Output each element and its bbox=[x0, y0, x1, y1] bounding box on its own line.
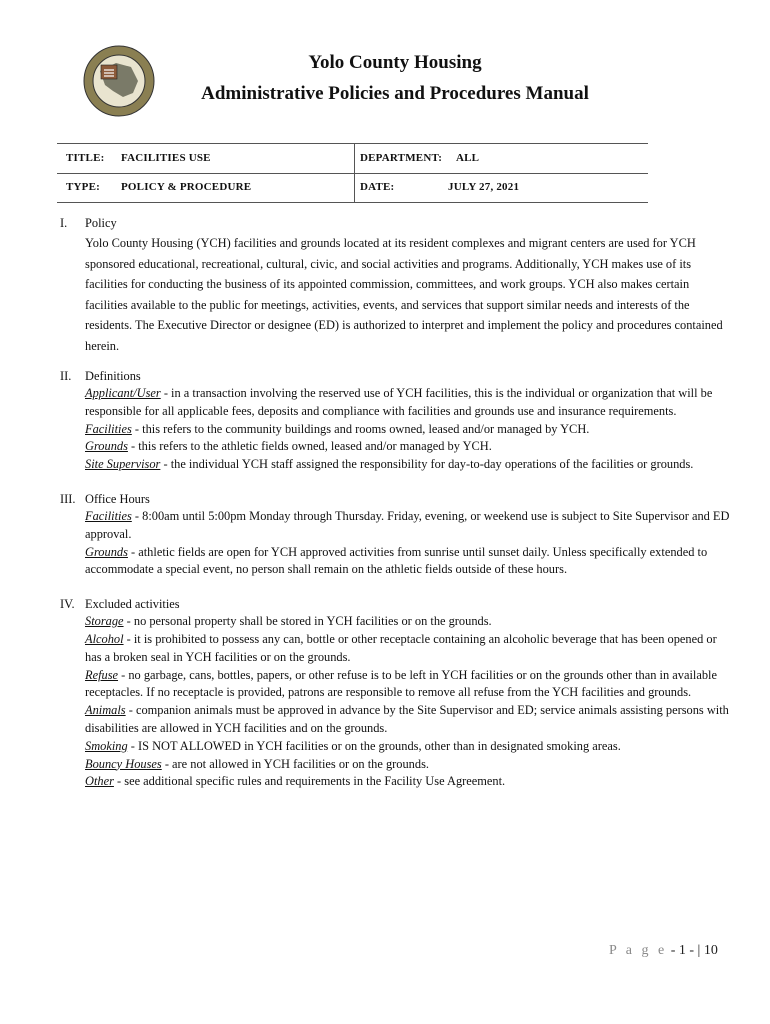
section-heading: III. Office Hours bbox=[60, 491, 150, 506]
list-item bbox=[85, 421, 730, 439]
term-description: - in a transaction involving the reserved use of YCH facilities, this is the individual or organization that will be responsible for all applicable fees, deposits and compliance with facilities and grounds use and insurance requirements. bbox=[85, 386, 713, 418]
term: Animals bbox=[85, 703, 126, 718]
title-value: FACILITIES USE bbox=[121, 152, 211, 164]
term: Storage bbox=[85, 614, 124, 629]
list-item bbox=[85, 544, 730, 580]
list-item bbox=[85, 756, 730, 774]
section-heading: II. Definitions bbox=[60, 369, 141, 383]
title-label: TITLE: bbox=[66, 152, 105, 164]
list-item bbox=[85, 702, 730, 738]
definitions-list bbox=[60, 385, 730, 474]
section-policy bbox=[60, 213, 730, 356]
term: Bouncy Houses bbox=[85, 756, 162, 771]
list-item bbox=[85, 385, 730, 421]
list-item bbox=[85, 667, 730, 703]
date-value: JULY 27, 2021 bbox=[448, 181, 520, 193]
list-item bbox=[85, 773, 730, 791]
department-value: ALL bbox=[456, 152, 480, 164]
term-description: - this refers to the athletic fields owned, leased and/or managed by YCH. bbox=[127, 439, 492, 454]
term: Refuse bbox=[85, 667, 119, 682]
section-heading: I. Policy bbox=[60, 216, 117, 230]
document-subtitle: Administrative Policies and Procedures Manual bbox=[201, 83, 589, 104]
page-number: - 1 - bbox=[670, 943, 695, 958]
term-description: - 8:00am until 5:00pm Monday through Thursday. Friday, evening, or weekend use is subject to Site Supervisor and ED approval. bbox=[85, 508, 730, 541]
term-description: - no personal property shall be stored in YCH facilities or on the grounds. bbox=[123, 614, 492, 629]
document-title: Yolo County Housing bbox=[308, 52, 482, 73]
term: Grounds bbox=[85, 544, 128, 559]
term: Site Supervisor bbox=[85, 457, 161, 472]
term: Smoking bbox=[85, 738, 128, 753]
list-item bbox=[85, 613, 730, 631]
term-description: - athletic fields are open for YCH approved activities from sunrise until sunset daily. Unless specifically extended to accommodate a special event, no person shall remain on the athletic fields outside of these hours. bbox=[85, 544, 708, 577]
term: Other bbox=[85, 774, 114, 789]
term-description: - IS NOT ALLOWED in YCH facilities or on the grounds, other than in designated smoking areas. bbox=[127, 738, 621, 753]
excluded-activities-list bbox=[60, 613, 730, 791]
department-label: DEPARTMENT: bbox=[360, 152, 443, 164]
policy-text: Yolo County Housing (YCH) facilities and grounds located at its resident complexes and migrant centers are used for YCH sponsored educational, recreational, cultural, civic, and social activities and programs. Additionally, YCH makes use of its facilities for conducting the business of its appointed commission, committees, and work groups. YCH also makes certain facilities available to the public for meetings, activities, events, and services that support similar needs and interests of the residents. The Executive Director or designee (ED) is authorized to interpret and implement the policy and procedures contained herein. bbox=[85, 236, 723, 353]
page-footer bbox=[609, 943, 718, 959]
list-item bbox=[85, 631, 730, 667]
office-hours-list bbox=[60, 508, 730, 579]
document-body bbox=[60, 213, 730, 791]
term: Grounds bbox=[85, 439, 128, 454]
total-pages: 10 bbox=[703, 943, 718, 958]
date-label: DATE: bbox=[360, 181, 395, 193]
list-item bbox=[85, 438, 730, 456]
term-description: - companion animals must be approved in advance by the Site Supervisor and ED; service animals assisting persons with disabilities are allowed in YCH facilities and on the grounds. bbox=[85, 703, 729, 735]
info-table bbox=[57, 143, 648, 203]
section-excluded-activities bbox=[60, 595, 730, 791]
list-item bbox=[85, 738, 730, 756]
page-separator: | bbox=[697, 943, 701, 958]
term: Facilities bbox=[85, 508, 132, 523]
list-item bbox=[85, 456, 730, 474]
term-description: - see additional specific rules and requirements in the Facility Use Agreement. bbox=[113, 774, 506, 789]
term-description: - are not allowed in YCH facilities or on the grounds. bbox=[161, 756, 429, 771]
term: Facilities bbox=[85, 421, 132, 436]
term: Alcohol bbox=[85, 631, 124, 646]
term: Applicant/User bbox=[85, 386, 161, 400]
type-value: POLICY & PROCEDURE bbox=[121, 181, 252, 193]
section-definitions bbox=[60, 367, 730, 474]
type-label: TYPE: bbox=[66, 181, 100, 193]
term-description: - this refers to the community buildings and rooms owned, leased and/or managed by YCH. bbox=[131, 421, 590, 436]
list-item bbox=[85, 508, 730, 544]
term-description: - the individual YCH staff assigned the responsibility for day-to-day operations of the facilities or grounds. bbox=[160, 457, 694, 472]
page-label: P a g e bbox=[609, 943, 668, 958]
term-description: - it is prohibited to possess any can, bottle or other receptacle containing an alcoholic beverage that has been opened or has a broken seal in YCH facilities or on the grounds. bbox=[85, 631, 717, 664]
section-office-hours bbox=[60, 490, 730, 579]
term-description: - no garbage, cans, bottles, papers, or other refuse is to be left in YCH facilities or on the grounds other than in available receptacles. If no receptacle is provided, patrons are responsible to remove all refuse from the YCH facilities and grounds. bbox=[85, 667, 717, 700]
section-heading: IV. Excluded activities bbox=[60, 597, 180, 612]
